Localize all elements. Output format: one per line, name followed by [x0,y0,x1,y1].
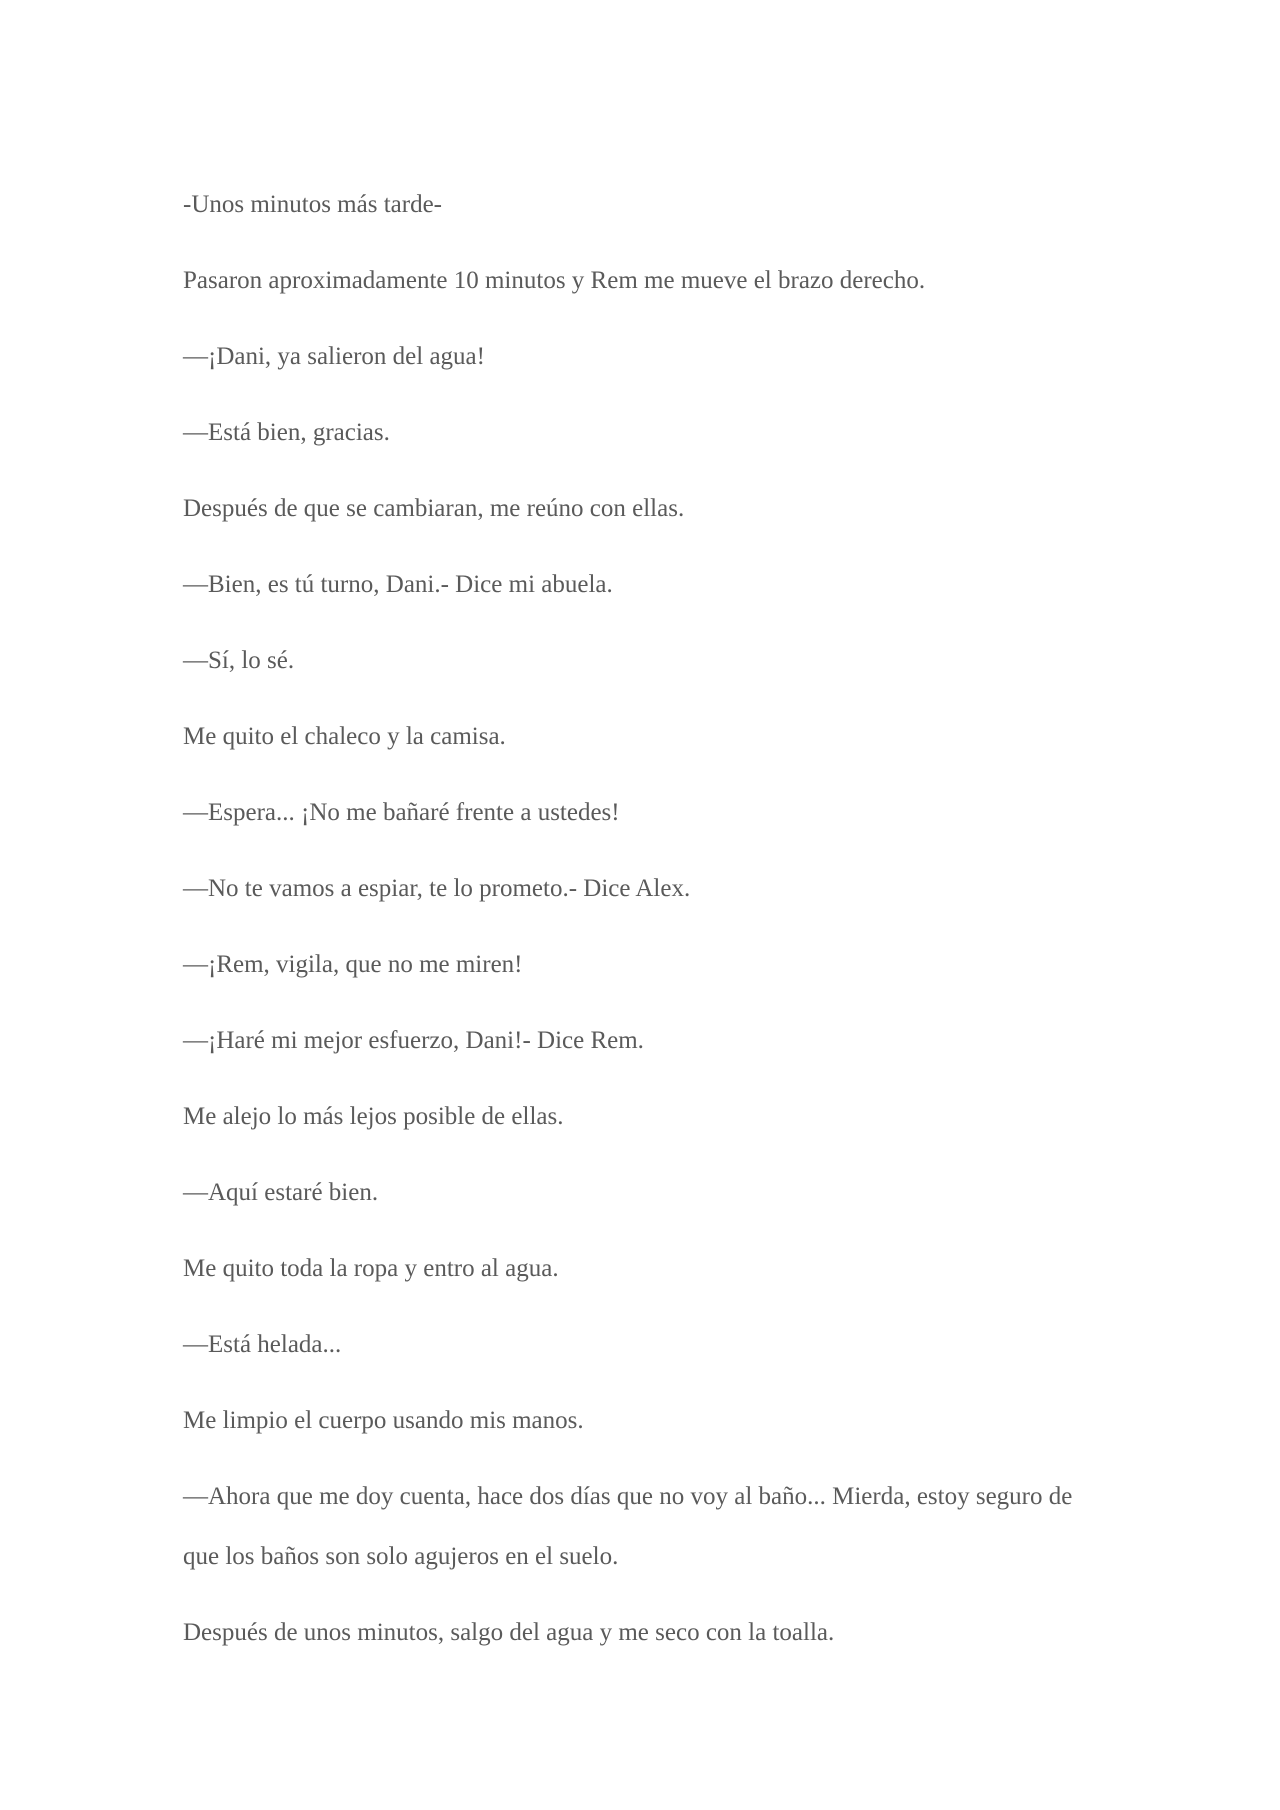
paragraph: Pasaron aproximadamente 10 minutos y Rem me mueve el brazo derecho. [183,267,926,294]
paragraph: Después de que se cambiaran, me reúno con ellas. [183,495,685,522]
paragraph: —¡Dani, ya salieron del agua! [183,343,485,370]
paragraph: —¡Haré mi mejor esfuerzo, Dani!- Dice Rem. [183,1027,644,1054]
document-body [183,175,1103,1679]
paragraph: Me limpio el cuerpo usando mis manos. [183,1407,584,1434]
paragraph: —¡Rem, vigila, que no me miren! [183,951,523,978]
paragraph-scene-break: -Unos minutos más tarde- [183,191,442,218]
paragraph: —Aquí estaré bien. [183,1179,379,1206]
paragraph: —Bien, es tú turno, Dani.- Dice mi abuela. [183,571,613,598]
paragraph: —Está helada... [183,1331,342,1358]
paragraph: —Espera... ¡No me bañaré frente a ustedes! [183,799,620,826]
paragraph: —Está bien, gracias. [183,419,390,446]
paragraph: —Ahora que me doy cuenta, hace dos días que no voy al baño... Mierda, estoy seguro de que los baños son solo agujeros en el suelo. [183,1483,1073,1570]
paragraph: Después de unos minutos, salgo del agua y me seco con la toalla. [183,1619,835,1646]
paragraph: Me alejo lo más lejos posible de ellas. [183,1103,564,1130]
paragraph: Me quito el chaleco y la camisa. [183,723,506,750]
paragraph: Me quito toda la ropa y entro al agua. [183,1255,559,1282]
paragraph: —Sí, lo sé. [183,647,295,674]
paragraph: —No te vamos a espiar, te lo prometo.- Dice Alex. [183,875,691,902]
